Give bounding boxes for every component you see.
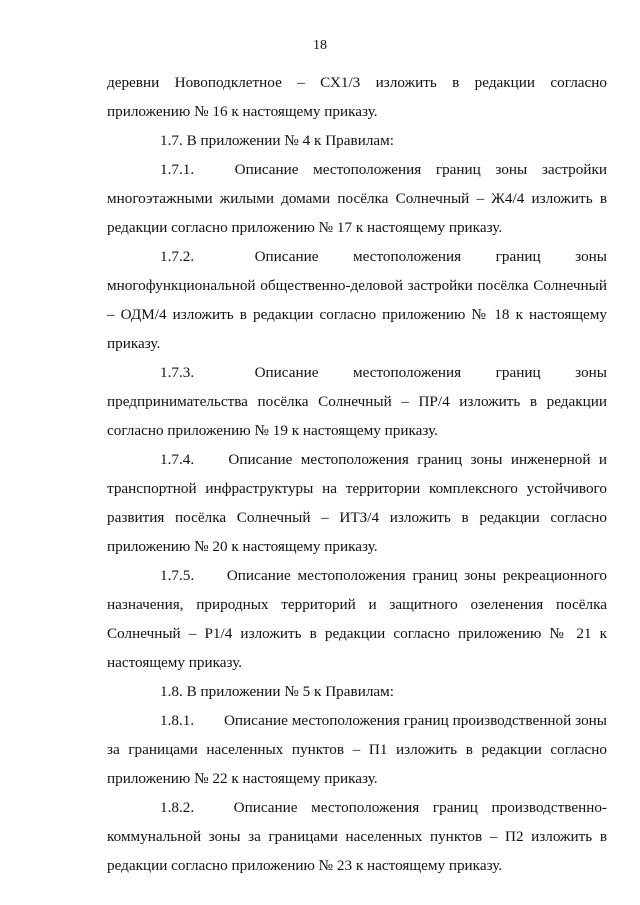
paragraph-text: Описание местоположения границ зоны предпринимательства посёлка Солнечный – ПР/4 изложить в редакции согласно приложению № 19 к настоящему приказу.: [107, 364, 607, 439]
paragraph-text: Описание местоположения границ зоны многофункциональной общественно-деловой застройки посёлка Солнечный – ОДМ/4 изложить в редакции согласно приложению № 18 к настоящему приказу.: [107, 248, 607, 352]
paragraph-text: Описание местоположения границ производственно-коммунальной зоны за границами населенных пунктов – П2 изложить в редакции согласно приложению № 23 к настоящему приказу.: [107, 799, 607, 874]
clause-1-8-1: [107, 706, 607, 793]
section-heading-1-8: [107, 677, 607, 706]
clause-1-7-3: [107, 358, 607, 445]
paragraph-text: Описание местоположения границ зоны застройки многоэтажными жилыми домами посёлка Солнечный – Ж4/4 изложить в редакции согласно приложению № 17 к настоящему приказу.: [107, 161, 607, 236]
clause-1-7-1: [107, 155, 607, 242]
clause-number: 1.7.2.: [160, 248, 195, 265]
clause-1-7-4: [107, 445, 607, 561]
paragraph-text: 1.7. В приложении № 4 к Правилам:: [160, 132, 394, 149]
section-heading-1-7: [107, 126, 607, 155]
paragraph-text: 1.8. В приложении № 5 к Правилам:: [160, 683, 394, 700]
paragraph-text: Описание местоположения границ зоны рекреационного назначения, природных территорий и защитного озеленения посёлка Солнечный – Р1/4 изложить в редакции согласно приложению № 21 к настоящему приказу.: [107, 567, 607, 671]
paragraph-text: Описание местоположения границ производственной зоны за границами населенных пунктов – П1 изложить в редакции согласно приложению № 22 к настоящему приказу.: [107, 712, 607, 787]
clause-1-7-2: [107, 242, 607, 358]
clause-number: 1.7.4.: [160, 451, 195, 468]
document-body: [107, 68, 607, 880]
clause-number: 1.8.2.: [160, 799, 195, 816]
clause-number: 1.7.5.: [160, 567, 195, 584]
page-number: 18: [313, 38, 327, 53]
paragraph-continuation: [107, 68, 607, 126]
clause-number: 1.7.1.: [160, 161, 195, 178]
paragraph-text: Описание местоположения границ зоны инженерной и транспортной инфраструктуры на территории комплексного устойчивого развития посёлка Солнечный – ИТЗ/4 изложить в редакции согласно приложению № 20 к настоящему приказу.: [107, 451, 607, 555]
clause-number: 1.8.1.: [160, 712, 195, 729]
clause-1-7-5: [107, 561, 607, 677]
clause-number: 1.7.3.: [160, 364, 195, 381]
paragraph-text: деревни Новоподклетное – СХ1/3 изложить в редакции согласно приложению № 16 к настоящему приказу.: [107, 74, 607, 120]
clause-1-8-2: [107, 793, 607, 880]
